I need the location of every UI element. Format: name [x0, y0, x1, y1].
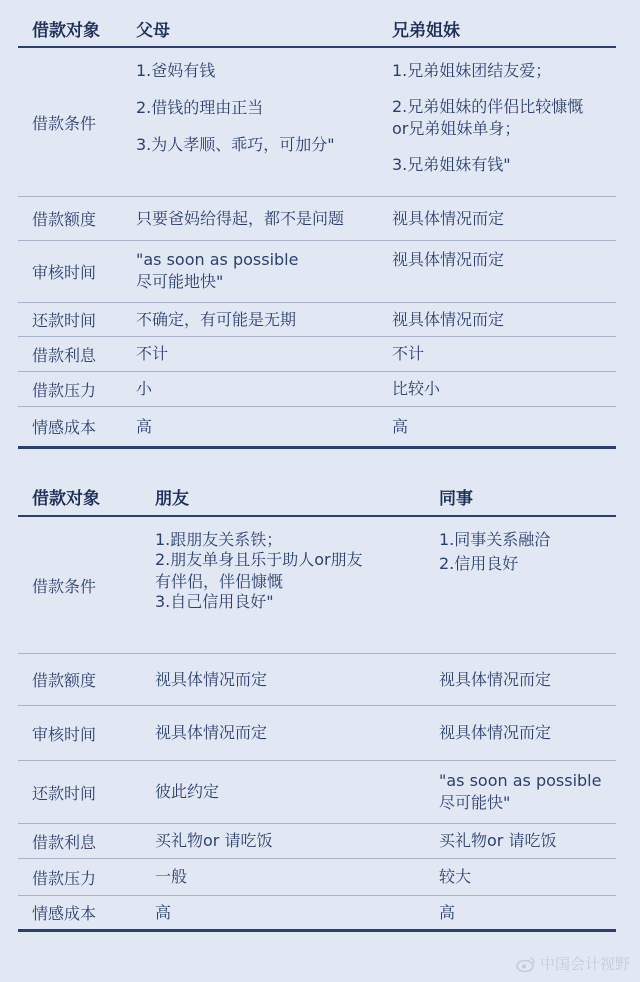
header-label: 借款对象: [32, 20, 100, 41]
table-friends-colleagues: [18, 478, 616, 932]
cell-col-b: [439, 859, 471, 895]
cell-lines: [155, 830, 272, 852]
row-label: 借款利息: [32, 832, 97, 852]
cell-line: 3.兄弟姐妹有钱": [392, 155, 511, 174]
cell-lines: [392, 60, 583, 176]
cell-lines: [439, 529, 550, 575]
cell-lines: [439, 866, 471, 888]
cell-lines: [392, 378, 440, 400]
row-label: 借款额度: [32, 210, 97, 229]
cell-lines: [136, 60, 335, 156]
cell-lines: [392, 309, 504, 331]
cell-line: 较大: [439, 867, 472, 886]
row-label: 还款时间: [32, 311, 97, 330]
row-label: 情感成本: [32, 418, 97, 437]
cell-line: 1.跟朋友关系铁；: [155, 530, 283, 549]
cell-line: 1.爸妈有钱: [136, 61, 216, 80]
cell-col-a: [136, 372, 152, 406]
cell-col-b: [392, 241, 504, 302]
cell-line: 视具体情况而定: [155, 723, 268, 742]
cell-lines: [136, 416, 152, 438]
cell-line: 一般: [155, 867, 188, 886]
table-row: [18, 372, 616, 407]
cell-line: 高: [439, 902, 456, 922]
table-row: [18, 654, 616, 706]
cell-col-b: [392, 48, 583, 196]
cell-col-a: [136, 197, 344, 240]
cell-lines: [136, 343, 168, 365]
row-label: 审核时间: [32, 724, 97, 744]
cell-lines: [136, 309, 296, 331]
cell-col-b: [392, 337, 424, 371]
cell-lines: [392, 208, 504, 230]
header-label: 借款对象: [32, 489, 100, 509]
table-row: [18, 761, 616, 824]
cell-lines: [392, 249, 504, 271]
cell-line: 1.同事关系融洽: [439, 530, 551, 549]
cell-col-a: [136, 407, 152, 446]
cell-line: 1.兄弟姐妹团结友爱；: [392, 61, 552, 80]
cell-lines: [136, 378, 152, 400]
cell-col-a: [155, 896, 171, 929]
table-parents-siblings: [18, 10, 616, 449]
cell-line: "as soon as possible: [136, 250, 299, 269]
cell-col-a: [155, 761, 219, 823]
cell-col-a: [136, 241, 298, 302]
cell-line: 视具体情况而定: [155, 669, 268, 689]
cell-line: 3.自己信用良好": [155, 592, 274, 611]
weibo-icon: [516, 956, 536, 972]
cell-line: 2.兄弟姐妹的伴侣比较慷慨: [392, 97, 584, 116]
cell-col-a: [136, 337, 168, 371]
row-label: 借款条件: [32, 113, 97, 133]
table-row: [18, 48, 616, 197]
table-row: [18, 517, 616, 654]
table-row: [18, 706, 616, 761]
cell-line: 视具体情况而定: [392, 309, 505, 329]
cell-col-b: [392, 303, 504, 336]
cell-col-a: [155, 859, 187, 895]
cell-lines: [392, 416, 408, 438]
row-label: 借款压力: [32, 868, 97, 888]
cell-col-b: [439, 761, 601, 823]
cell-lines: [439, 902, 455, 924]
cell-line: 视具体情况而定: [439, 723, 552, 742]
cell-line: 高: [136, 416, 153, 436]
cell-col-a: [155, 824, 272, 858]
row-label: 借款压力: [32, 380, 97, 400]
table-row: [18, 859, 616, 896]
cell-line: 比较小: [392, 379, 441, 398]
cell-line: 尽可能地快": [136, 272, 224, 291]
cell-col-b: [439, 824, 556, 858]
cell-line: or兄弟姐妹单身；: [392, 119, 521, 138]
table-row: [18, 824, 616, 859]
cell-col-a: [136, 48, 335, 196]
cell-line: 只要爸妈给得起，都不是问题: [136, 208, 345, 228]
cell-lines: [155, 866, 187, 888]
table-row: [18, 407, 616, 449]
header-col-b: 兄弟姐妹: [392, 20, 460, 41]
cell-line: 买礼物or 请吃饭: [439, 831, 557, 850]
header-col-b: 同事: [439, 489, 473, 509]
cell-line: 3.为人孝顺、乖巧，可加分": [136, 135, 335, 154]
cell-line: 有伴侣，伴侣慷慨: [155, 572, 284, 591]
cell-lines: [155, 902, 171, 924]
row-label: 审核时间: [32, 263, 97, 282]
cell-col-b: [439, 654, 551, 705]
cell-line: 不确定，有可能是无期: [136, 309, 297, 329]
cell-line: 2.信用良好: [439, 554, 519, 573]
cell-col-b: [392, 197, 504, 240]
cell-line: "as soon as possible: [439, 771, 602, 790]
cell-lines: [136, 208, 344, 230]
cell-col-a: [155, 517, 363, 653]
cell-lines: [155, 722, 267, 744]
cell-line: 尽可能快": [439, 793, 511, 812]
cell-col-a: [155, 654, 267, 705]
cell-lines: [155, 529, 363, 613]
row-label: 借款条件: [32, 576, 97, 596]
cell-lines: [392, 343, 424, 365]
cell-line: 买礼物or 请吃饭: [155, 831, 273, 850]
row-label: 还款时间: [32, 783, 97, 803]
cell-lines: [136, 249, 298, 293]
watermark: [516, 953, 630, 974]
cell-lines: [439, 830, 556, 852]
cell-line: 视具体情况而定: [439, 669, 552, 689]
cell-line: 2.借钱的理由正当: [136, 98, 264, 117]
table-row: [18, 303, 616, 337]
table-header-row: [18, 478, 616, 517]
cell-col-b: [439, 706, 551, 760]
cell-lines: [439, 669, 551, 691]
cell-line: 视具体情况而定: [392, 208, 505, 228]
cell-lines: [439, 770, 601, 814]
cell-line: 高: [155, 902, 172, 922]
cell-line: 不计: [136, 344, 169, 363]
cell-line: 2.朋友单身且乐于助人or朋友: [155, 550, 363, 569]
cell-lines: [439, 722, 551, 744]
header-col-a: 朋友: [155, 489, 189, 509]
table-row: [18, 197, 616, 241]
cell-col-a: [155, 706, 267, 760]
table-header-row: [18, 10, 616, 48]
watermark-text: 中国会计视野: [539, 955, 630, 973]
cell-line: 不计: [392, 344, 425, 363]
cell-line: 高: [392, 416, 409, 436]
cell-col-b: [439, 896, 455, 929]
table-row: [18, 241, 616, 303]
cell-lines: [155, 669, 267, 691]
header-col-a: 父母: [136, 20, 170, 41]
cell-lines: [155, 781, 219, 803]
cell-line: 小: [136, 379, 153, 398]
cell-line: 彼此约定: [155, 782, 220, 801]
row-label: 情感成本: [32, 904, 97, 923]
row-label: 借款利息: [32, 345, 97, 365]
cell-col-a: [136, 303, 296, 336]
cell-line: 视具体情况而定: [392, 250, 505, 269]
row-label: 借款额度: [32, 671, 97, 690]
cell-col-b: [392, 407, 408, 446]
table-row: [18, 337, 616, 372]
cell-col-b: [392, 372, 440, 406]
table-row: [18, 896, 616, 932]
cell-col-b: [439, 517, 550, 653]
